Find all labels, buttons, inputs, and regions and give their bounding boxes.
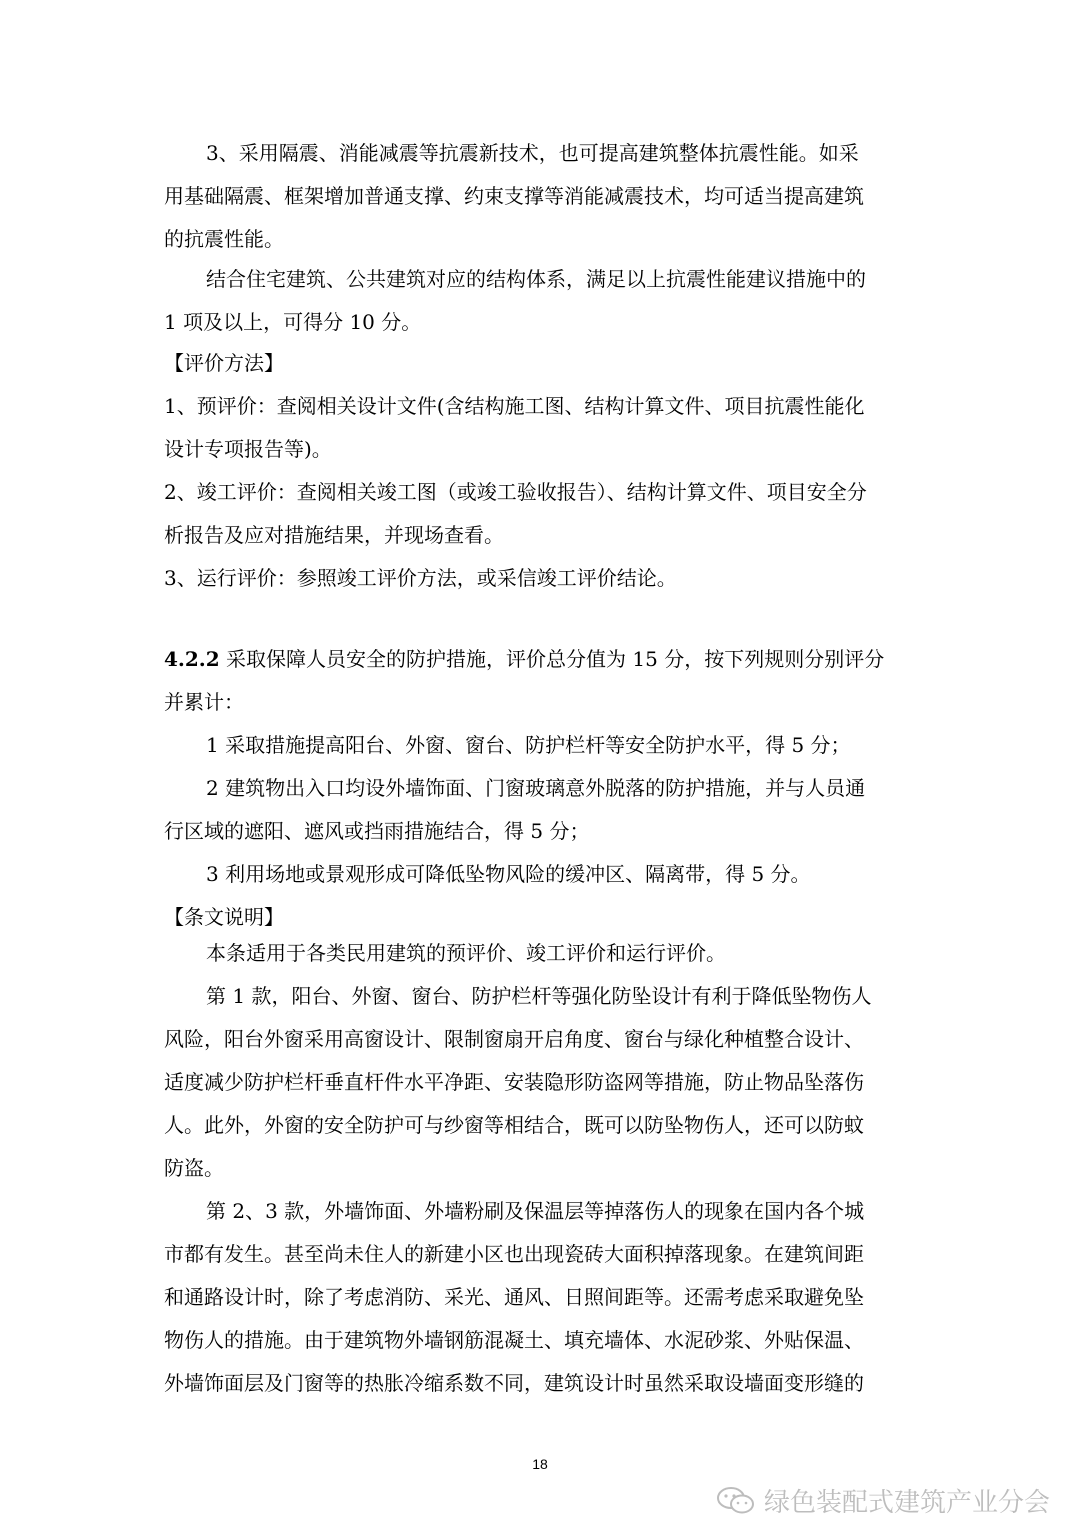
text-line: 结合住宅建筑、公共建筑对应的结构体系，满足以上抗震性能建议措施中的	[206, 267, 866, 291]
text-line: 【条文说明】	[164, 905, 284, 929]
paragraph-seismic-tech	[164, 132, 966, 261]
rule-item-3	[164, 853, 966, 896]
text-line: 并累计：	[164, 690, 244, 714]
paragraph-scoring	[164, 258, 966, 344]
text-line: 的抗震性能。	[164, 227, 284, 251]
clause-4-2-2	[164, 638, 924, 724]
text-line: 本条适用于各类民用建筑的预评价、竣工评价和运行评价。	[206, 941, 726, 965]
text-line: 1、预评价：查阅相关设计文件(含结构施工图、结构计算文件、项目抗震性能化	[164, 394, 865, 418]
text-line: 3、运行评价：参照竣工评价方法，或采信竣工评价结论。	[164, 566, 677, 590]
clause-text: 采取保障人员安全的防护措施，评价总分值为 15 分，按下列规则分别评分	[219, 647, 885, 671]
paragraph-item-1-notes	[164, 975, 966, 1190]
text-line: 析报告及应对措施结果，并现场查看。	[164, 523, 504, 547]
text-line: 市都有发生。甚至尚未住人的新建小区也出现瓷砖大面积掉落现象。在建筑间距	[164, 1242, 864, 1266]
text-line: 行区域的遮阳、遮风或挡雨措施结合，得 5 分；	[164, 819, 590, 843]
rule-item-2	[164, 767, 966, 853]
text-line	[164, 638, 924, 681]
clause-number: 4.2.2	[164, 647, 220, 671]
paragraph-applicability	[164, 932, 966, 975]
watermark	[716, 1482, 1050, 1519]
text-line: 用基础隔震、框架增加普通支撑、约束支撑等消能减震技术，均可适当提高建筑	[164, 184, 864, 208]
text-line: 风险，阳台外窗采用高窗设计、限制窗扇开启角度、窗台与绿化种植整合设计、	[164, 1027, 864, 1051]
watermark-text: 绿色装配式建筑产业分会	[763, 1488, 1050, 1518]
text-line: 外墙饰面层及门窗等的热胀冷缩系数不同，建筑设计时虽然采取设墙面变形缝的	[164, 1371, 864, 1395]
text-line: 防盗。	[164, 1156, 224, 1180]
paragraph-operation-evaluation	[164, 557, 924, 600]
section-heading-evaluation-method	[164, 342, 924, 385]
text-line: 第 2、3 款，外墙饰面、外墙粉刷及保温层等掉落伤人的现象在国内各个城	[206, 1199, 865, 1223]
text-line: 人。此外，外窗的安全防护可与纱窗等相结合，既可以防坠物伤人，还可以防蚊	[164, 1113, 864, 1137]
text-line: 2 建筑物出入口均设外墙饰面、门窗玻璃意外脱落的防护措施，并与人员通	[206, 776, 866, 800]
text-line: 【评价方法】	[164, 351, 284, 375]
text-line: 1 项及以上，可得分 10 分。	[164, 310, 422, 334]
paragraph-pre-evaluation	[164, 385, 924, 471]
text-line: 适度减少防护栏杆垂直杆件水平净距、安装隐形防盗网等措施，防止物品坠落伤	[164, 1070, 864, 1094]
text-line: 第 1 款，阳台、外窗、窗台、防护栏杆等强化防坠设计有利于降低坠物伤人	[206, 984, 872, 1008]
text-line: 和通路设计时，除了考虑消防、采光、通风、日照间距等。还需考虑采取避免坠	[164, 1285, 864, 1309]
paragraph-completion-evaluation	[164, 471, 924, 557]
rule-item-1	[164, 724, 966, 767]
text-line: 2、竣工评价：查阅相关竣工图（或竣工验收报告）、结构计算文件、项目安全分	[164, 480, 867, 504]
text-line: 物伤人的措施。由于建筑物外墙钢筋混凝土、填充墙体、水泥砂浆、外贴保温、	[164, 1328, 864, 1352]
text-line: 设计专项报告等)。	[164, 437, 332, 461]
page-number: 18	[532, 1456, 548, 1472]
text-line: 3 利用场地或景观形成可降低坠物风险的缓冲区、隔离带，得 5 分。	[206, 862, 811, 886]
text-line: 3、采用隔震、消能减震等抗震新技术，也可提高建筑整体抗震性能。如采	[206, 141, 859, 165]
text-line: 1 采取措施提高阳台、外窗、窗台、防护栏杆等安全防护水平，得 5 分；	[206, 733, 851, 757]
wechat-icon	[716, 1486, 756, 1516]
paragraph-item-2-3-notes	[164, 1190, 966, 1405]
